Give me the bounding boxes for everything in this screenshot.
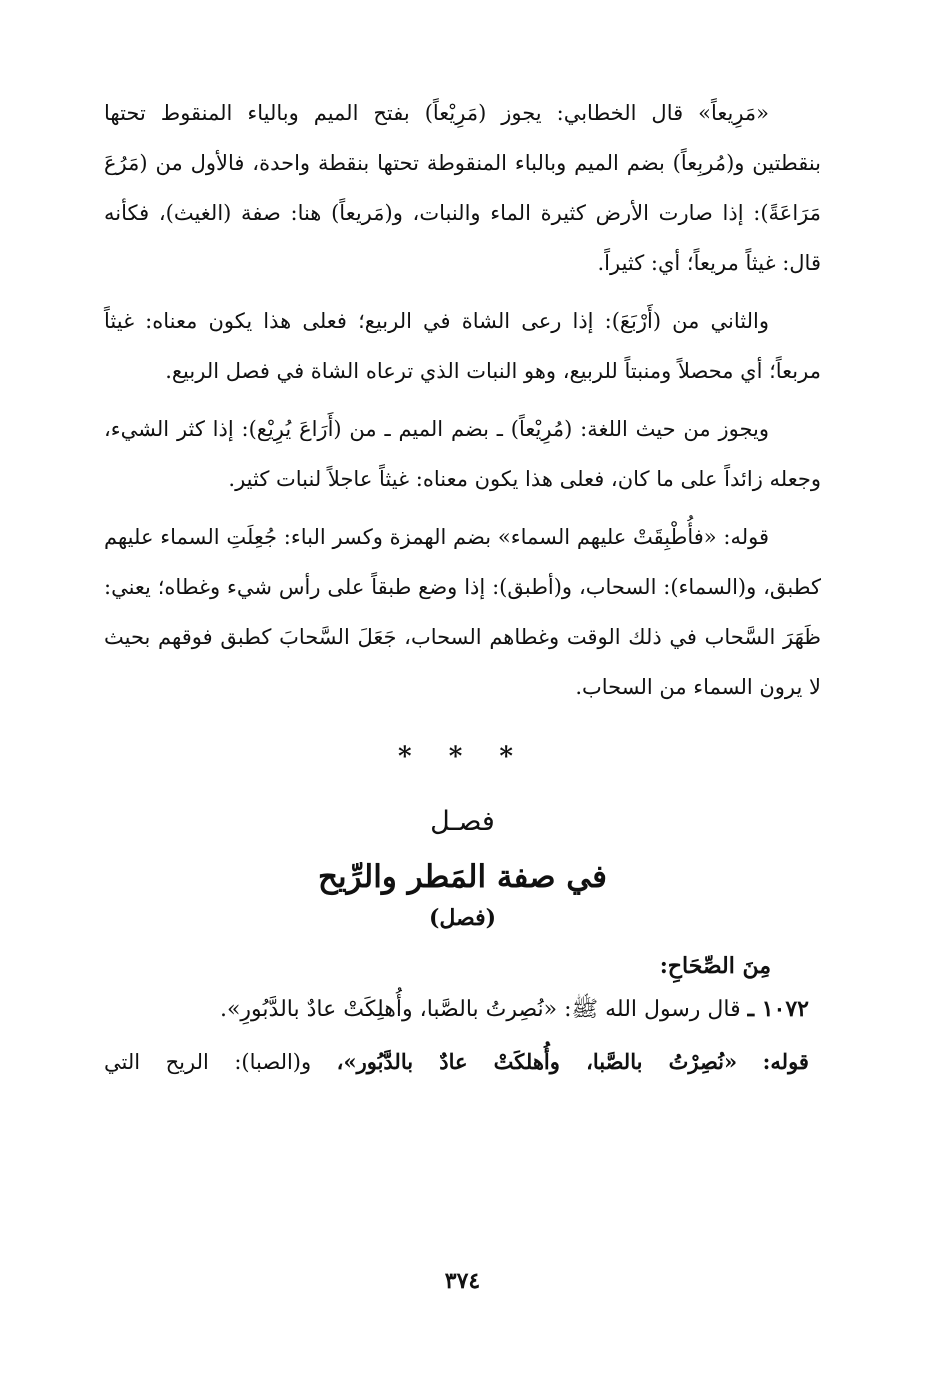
commentary-rest: و(الصبا): الريح التي — [104, 1050, 312, 1074]
paragraph-nusirtu — [104, 1038, 821, 1086]
paragraph-utbiqat: قوله: «فأُطْبِقَتْ عليهم السماء» بضم الهمزة وكسر الباء: جُعِلَتِ السماء عليهم كطبق، و(السماء): السحاب، و(أطبق): إذا وضع طبقاً على رأس شيء وغطاه؛ يعني: ظَهَرَ السَّحاب في ذلك الوقت وغطاهم السحاب، جَعَلَ السَّحابَ كطبق فوقهم بحيث لا يرون السماء من السحاب. — [104, 525, 821, 699]
min-sihah-heading: مِنَ الصِّحَاحِ: — [659, 953, 771, 979]
commentary-quote: «نُصِرْتُ بالصَّبا، وأُهلكَتْ عادٌ بالدَّبُور»، — [336, 1049, 738, 1074]
page-number: ٣٧٤ — [444, 1268, 481, 1294]
hadith-number: ١٠٧٢ ـ — [747, 996, 809, 1022]
section-separator: * * * — [398, 742, 527, 772]
paragraph-mariya: «مَرِيعاً» قال الخطابي: يجوز (مَرِيْعاً) بفتح الميم وبالياء المنقوط تحتها بنقطتين و(مُربِعاً) بضم الميم وبالباء المنقوطة تحتها بنقطة واحدة، فالأول من (مَرُعَ مَرَاعَةً): إذا صارت الأرض كثيرة الماء والنبات، و(مَريعاً) هنا: صفة (الغيث)، فكأنه قال: غيثاً مريعاً؛ أي: كثيراً. — [104, 101, 821, 275]
section-subtitle: (فصل) — [428, 905, 497, 931]
paragraph-arbaa: والثاني من (أَرْبَعَ): إذا رعى الشاة في الربيع؛ فعلى هذا يكون معناه: غيثاً مربعاً؛ أي محصلاً ومنبتاً للربيع، وهو النبات الذي ترعاه الشاة في فصل الربيع. — [104, 309, 821, 383]
paragraph-muriya: ويجوز من حيث اللغة: (مُرِيْعاً) ـ بضم الميم ـ من (أَرَاعَ يُرِيْع): إذا كثر الشيء، وجعله زائداً على ما كان، فعلى هذا يكون معناه: غيثاً عاجلاً لنبات كثير. — [104, 417, 821, 491]
hadith-text: قال رسول الله ﷺ: «نُصِرتُ بالصَّبا، وأُهلِكَتْ عادٌ بالدَّبُورِ». — [219, 997, 741, 1022]
hadith-1072 — [104, 985, 821, 1034]
section-title: في صفة المَطر والرِّيح — [318, 859, 607, 895]
document-page — [104, 88, 821, 1328]
section-heading: فصـل — [430, 806, 495, 837]
commentary-lead: قوله: — [762, 1049, 809, 1074]
